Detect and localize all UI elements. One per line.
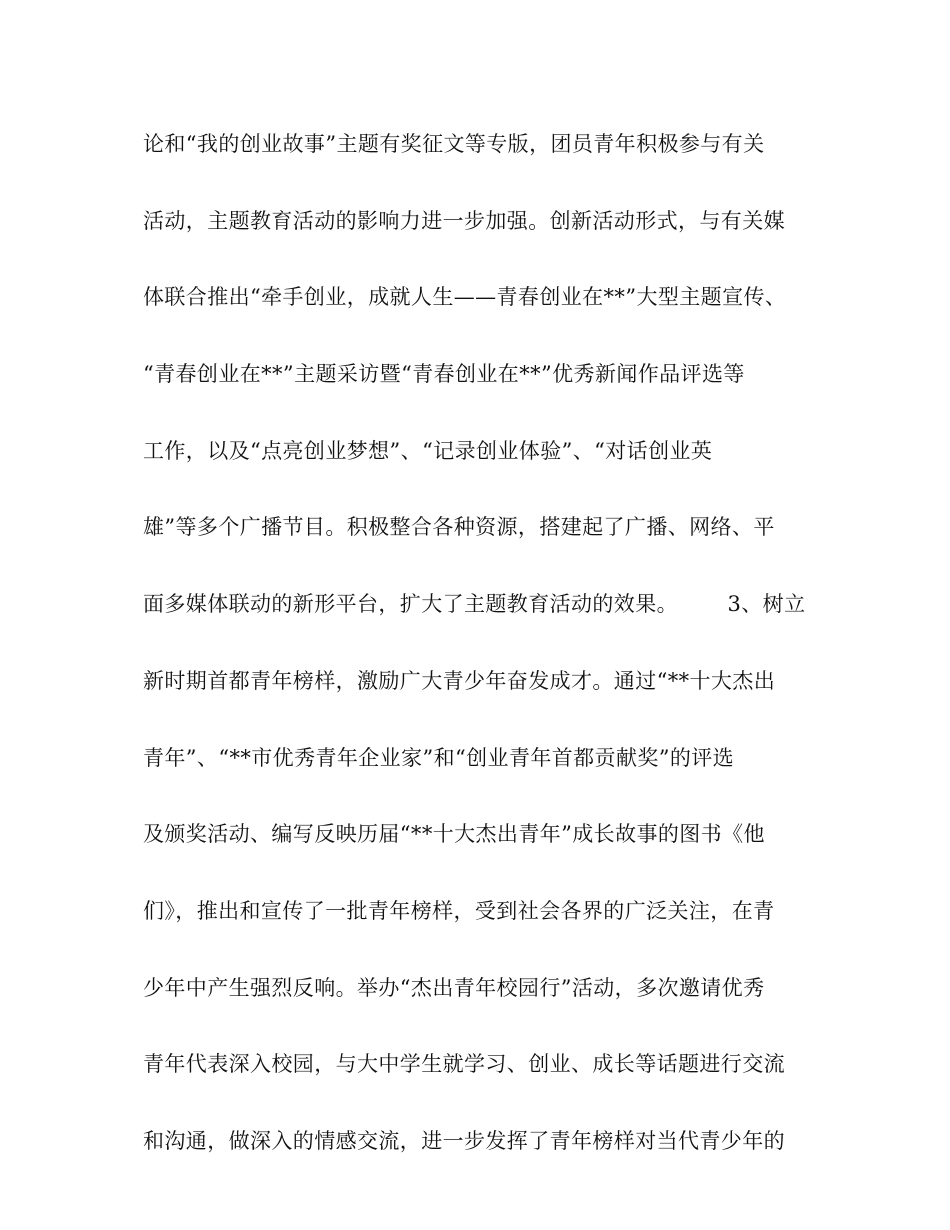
text-line: “青春创业在**”主题采访暨“青春创业在**”优秀新闻作品评选等 bbox=[143, 362, 745, 387]
text-line: 和沟通，做深入的情感交流，进一步发挥了青年榜样对当代青少年的 bbox=[143, 1128, 785, 1153]
text-line: 活动，主题教育活动的影响力进一步加强。创新活动形式，与有关媒 bbox=[143, 208, 785, 233]
body-text bbox=[143, 124, 823, 1198]
text-line: 少年中产生强烈反响。举办“杰出青年校园行”活动，多次邀请优秀 bbox=[143, 975, 765, 1000]
text-line: 面多媒体联动的新形平台，扩大了主题教育活动的效果。 3、树立 bbox=[143, 592, 806, 617]
text-line: 雄”等多个广播节目。积极整合各种资源，搭建起了广播、网络、平 bbox=[143, 515, 775, 540]
text-line: 体联合推出“牵手创业，成就人生——青春创业在**”大型主题宣传、 bbox=[143, 285, 787, 310]
text-line: 青年”、“**市优秀青年企业家”和“创业青年首都贡献奖”的评选 bbox=[143, 745, 735, 770]
text-line: 论和“我的创业故事”主题有奖征文等专版，团员青年积极参与有关 bbox=[143, 132, 765, 156]
text-line: 及颁奖活动、编写反映历届“**十大杰出青年”成长故事的图书《他 bbox=[143, 822, 765, 847]
text-line: 工作，以及“点亮创业梦想”、“记录创业体验”、“对话创业英 bbox=[143, 438, 713, 463]
text-line: 们》，推出和宣传了一批青年榜样，受到社会各界的广泛关注，在青 bbox=[143, 898, 775, 923]
text-line: 青年代表深入校园，与大中学生就学习、创业、成长等话题进行交流 bbox=[143, 1052, 785, 1077]
text-line: 新时期首都青年榜样，激励广大青少年奋发成才。通过“**十大杰出 bbox=[143, 668, 776, 693]
